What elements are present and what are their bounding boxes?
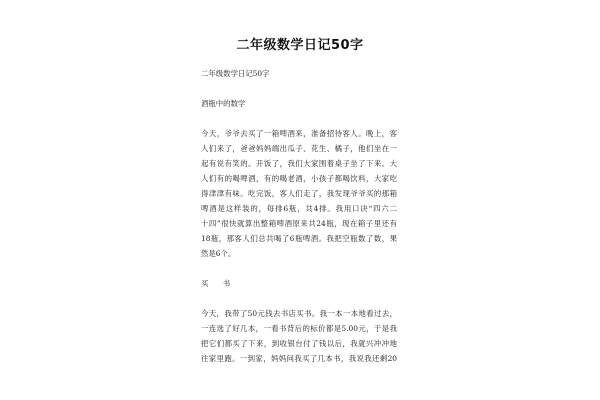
section-heading-buy-books: 买 书 [201, 279, 237, 288]
paragraph-line: 今天，爷爷去买了一箱啤酒来，准备招待客人。晚上，客 [201, 129, 397, 138]
document-body [201, 66, 397, 381]
paragraph-line: 十四”很快就算出整箱啤酒原来共24瓶，现在箱子里还有 [201, 219, 397, 228]
paragraph-line: 人们来了，爸爸妈妈端出瓜子、花生、橘子，他们坐在一 [201, 144, 397, 153]
paragraph-line: 啤酒是这样装的，每排6瓶，共4排。我用口诀“四六二 [201, 204, 397, 213]
paragraph-line: 18瓶，那客人们总共喝了6瓶啤酒。我把空瓶数了数，果 [201, 234, 397, 243]
paragraph-line: 一连选了好几本，一看书背后的标价都是5.00元，于是我 [201, 324, 397, 333]
paragraph-line: 往家里跑。一到家，妈妈问我买了几本书，我说我还剩20 [201, 354, 397, 363]
document-subtitle: 二年级数学日记50字 [201, 69, 270, 78]
paragraph-bottle-math [201, 126, 397, 261]
paragraph-line: 人们有的喝啤酒，有的喝老酒，小孩子都喝饮料，大家吃 [201, 174, 397, 183]
paragraph-line: 然是6个。 [201, 249, 236, 258]
paragraph-line: 把它们都买了下来，到收银台付了钱以后，我就兴冲冲地 [201, 339, 397, 348]
paragraph-line: 得津津有味。吃完饭，客人们走了，我发现爷爷买的那箱 [201, 189, 397, 198]
document-title: 二年级数学日记50字 [236, 38, 364, 53]
paragraph-line: 起有说有笑的。开饭了，我们大家围着桌子坐了下来。大 [201, 159, 397, 168]
paragraph-buy-books [201, 306, 397, 366]
paragraph-line: 今天，我带了50元钱去书店买书。我一本一本地看过去， [201, 309, 397, 318]
section-heading-bottle-math: 酒瓶中的数学 [201, 99, 246, 108]
